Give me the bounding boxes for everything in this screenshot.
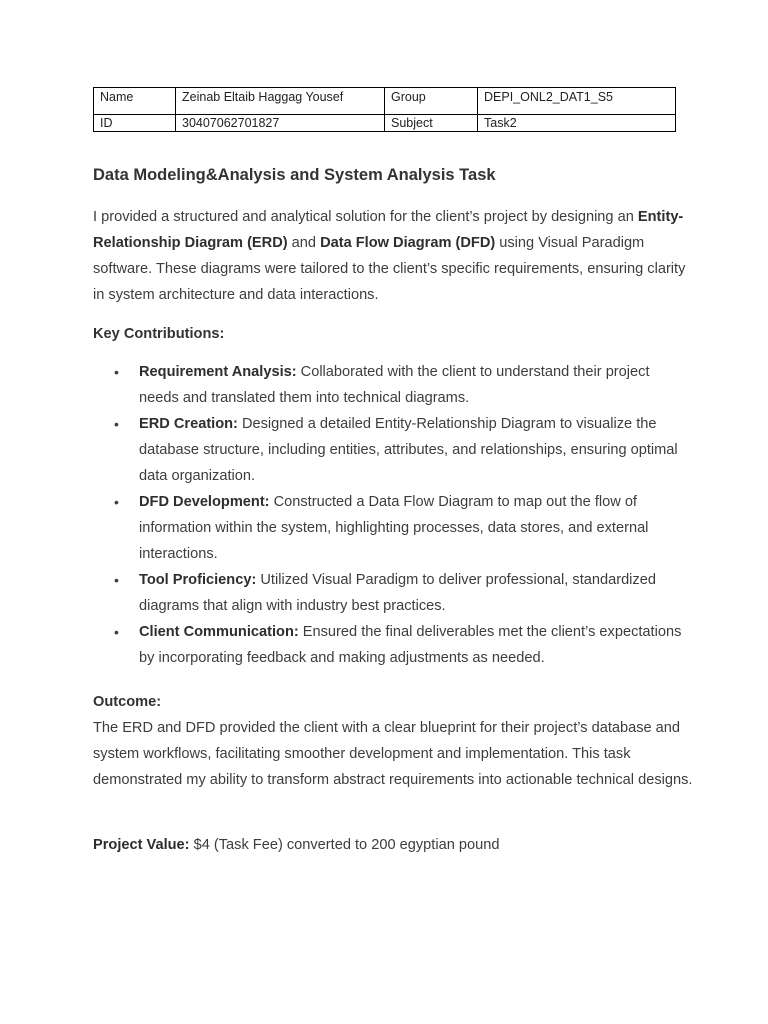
table-row <box>94 88 676 115</box>
project-value-label: Project Value: <box>93 837 190 853</box>
contributions-list <box>93 359 683 671</box>
intro-paragraph <box>93 204 693 308</box>
id-label-cell: ID <box>94 115 176 132</box>
table-row <box>94 115 676 132</box>
item-label: Requirement Analysis: <box>139 364 297 380</box>
dfd-term: Data Flow Diagram (DFD) <box>320 235 496 251</box>
project-value-text: $4 (Task Fee) converted to 200 egyptian pound <box>189 837 500 853</box>
bullet: • <box>114 364 119 380</box>
group-label-cell: Group <box>385 88 478 115</box>
name-label-cell: Name <box>94 88 176 115</box>
key-contributions-heading: Key Contributions: <box>93 326 225 342</box>
bullet: • <box>114 624 119 640</box>
info-table <box>93 87 676 132</box>
list-item <box>93 489 683 567</box>
intro-text-1: I provided a structured and analytical solution for the client’s project by designing an <box>93 209 638 225</box>
list-item <box>93 567 683 619</box>
bullet: • <box>114 416 119 432</box>
intro-text-2: and <box>287 235 321 251</box>
erd-term: Entity-Relationship Diagram (ERD) <box>93 209 684 251</box>
document-title: Data Modeling&Analysis and System Analysis Task <box>93 166 496 184</box>
item-text: Utilized Visual Paradigm to deliver professional, standardized diagrams that align with industry best practices. <box>139 572 656 614</box>
list-item <box>93 359 683 411</box>
id-value-cell: 30407062701827 <box>176 115 385 132</box>
item-label: Tool Proficiency: <box>139 572 257 588</box>
item-text: Collaborated with the client to understand their project needs and translated them into technical diagrams. <box>139 364 650 406</box>
intro-text-3: using Visual Paradigm software. These diagrams were tailored to the client’s specific requirements, ensuring clarity in system architecture and data interactions. <box>93 235 686 303</box>
subject-value-cell: Task2 <box>478 115 676 132</box>
outcome-paragraph: The ERD and DFD provided the client with a clear blueprint for their project’s database and system workflows, facilitating smoother development and implementation. This task demonstrated my ability to transform abstract requirements into actionable technical designs. <box>93 720 693 788</box>
list-item <box>93 411 683 489</box>
group-value-cell: DEPI_ONL2_DAT1_S5 <box>478 88 676 115</box>
item-text: Designed a detailed Entity-Relationship Diagram to visualize the database structure, including entities, attributes, and relationships, ensuring optimal data organization. <box>139 416 678 484</box>
name-value-cell: Zeinab Eltaib Haggag Yousef <box>176 88 385 115</box>
bullet: • <box>114 572 119 588</box>
item-text: Constructed a Data Flow Diagram to map out the flow of information within the system, highlighting processes, data stores, and external interactions. <box>139 494 649 562</box>
item-text: Ensured the final deliverables met the client’s expectations by incorporating feedback and making adjustments as needed. <box>139 624 682 666</box>
project-value-line <box>93 832 499 858</box>
bullet: • <box>114 494 119 510</box>
item-label: Client Communication: <box>139 624 299 640</box>
item-label: ERD Creation: <box>139 416 238 432</box>
subject-label-cell: Subject <box>385 115 478 132</box>
item-label: DFD Development: <box>139 494 270 510</box>
list-item <box>93 619 683 671</box>
outcome-heading: Outcome: <box>93 694 162 710</box>
